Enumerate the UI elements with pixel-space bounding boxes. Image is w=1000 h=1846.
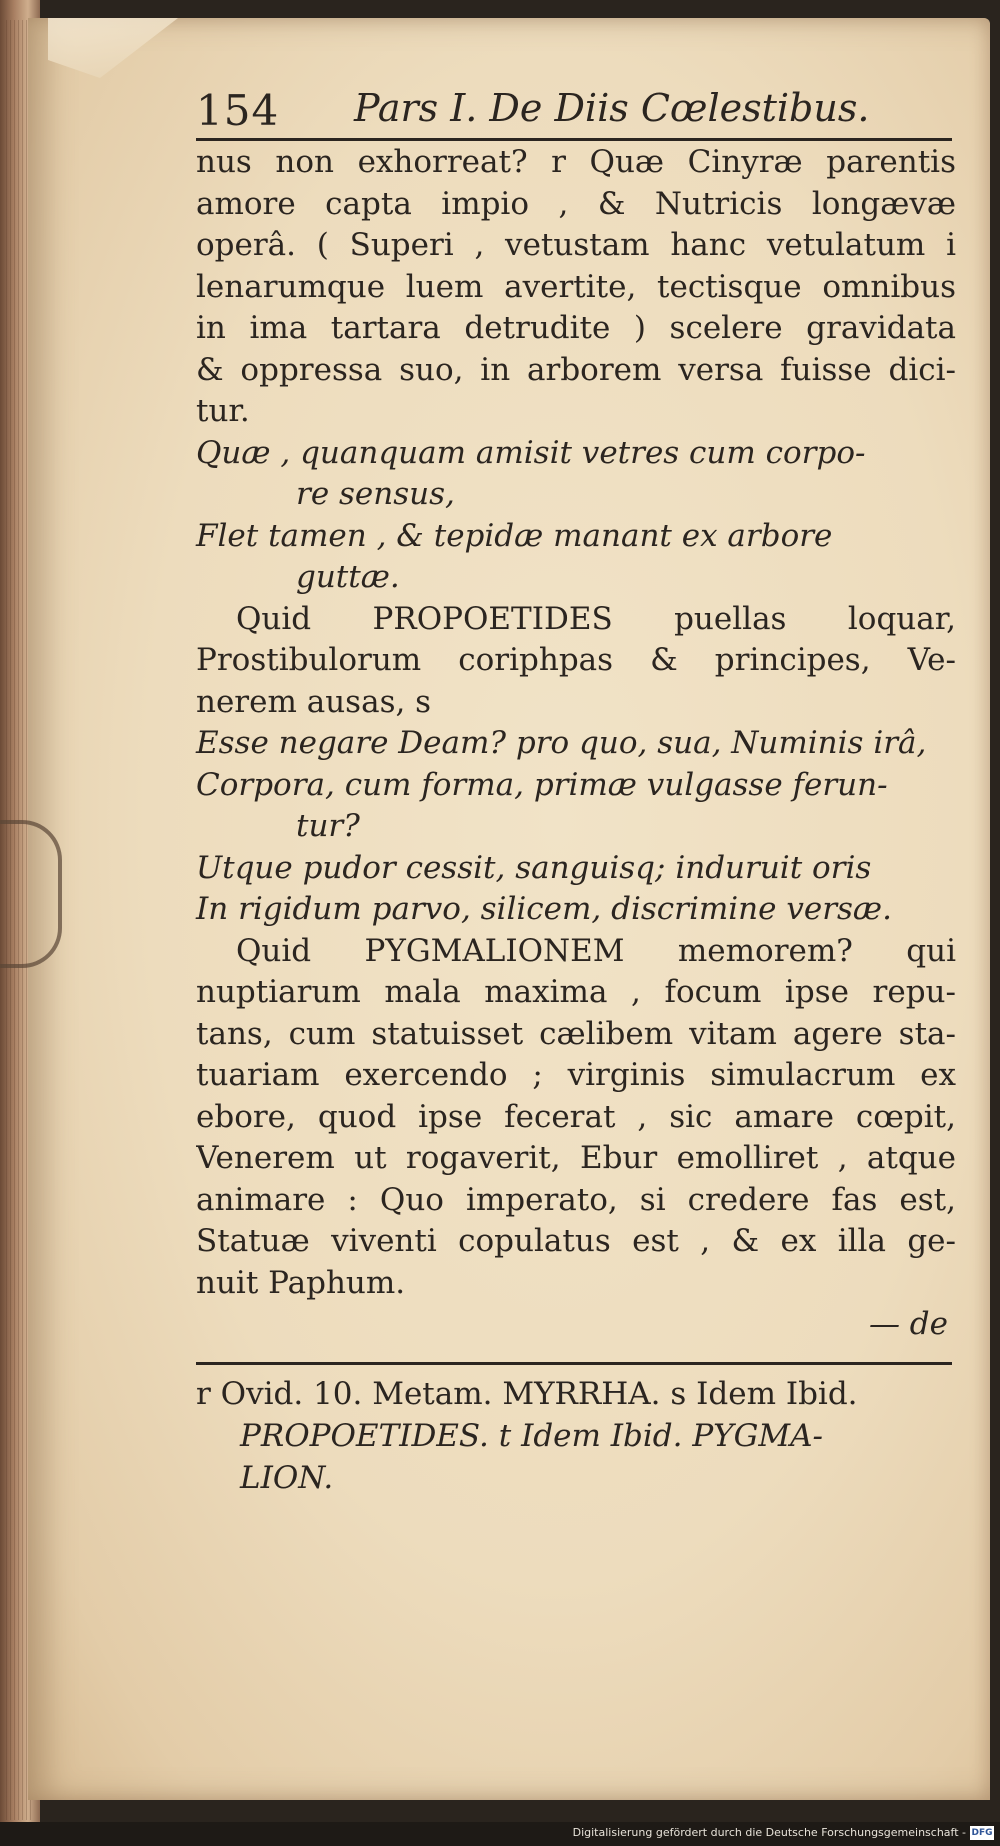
text-line: guttæ. <box>296 559 400 595</box>
page-content <box>196 80 956 1499</box>
text-line: nerem ausas, s <box>196 683 432 720</box>
note-line-3: LION. <box>240 1459 334 1496</box>
text-line: nuit Paphum. <box>196 1264 406 1301</box>
digitization-credit: Digitalisierung gefördert durch die Deutsche Forschungsgemeinschaft - <box>572 1826 966 1839</box>
text-line: & oppressa suo, in arborem versa fuisse dici- <box>196 351 956 388</box>
text-line: tur? <box>296 808 360 844</box>
folded-corner <box>48 18 178 78</box>
text-line: Corpora, cum forma, primæ vulgasse ferun- <box>196 766 888 803</box>
dfg-logo: DFG <box>971 1828 993 1838</box>
running-title: Pars I. De Diis Cœlestibus. <box>354 86 870 130</box>
text-line: nuptiarum mala maxima , focum ipse repu- <box>196 974 956 1010</box>
text-line: Quid PROPOETIDES puellas loquar, <box>236 600 956 637</box>
page-clip <box>0 820 62 968</box>
text-line: Prostibulorum coriphpas & principes, Ve- <box>196 642 956 678</box>
header-rule <box>196 138 952 141</box>
text-line: in ima tartara detrudite ) scelere gravidata <box>196 310 956 346</box>
note-line-1: r Ovid. 10. Metam. MYRRHA. s Idem Ibid. <box>196 1375 858 1412</box>
text-line: ebore, quod ipse fecerat , sic amare cœpit, <box>196 1098 956 1135</box>
text-line: Venerem ut rogaverit, Ebur emolliret , atque <box>196 1140 956 1176</box>
text-line: operâ. ( Superi , vetustam hanc vetulatum i <box>196 227 956 263</box>
text-line: amore capta impio , & Nutricis longævæ <box>196 185 956 222</box>
page-header <box>196 80 956 142</box>
text-line: tans, cum statuisset cælibem vitam agere sta- <box>196 1015 956 1052</box>
text-line: In rigidum parvo, silicem, discrimine versæ. <box>196 891 892 927</box>
text-line: Esse negare Deam? pro quo, sua, Numinis irâ, <box>196 725 927 761</box>
page-number: 154 <box>196 86 280 135</box>
text-line: Quæ , quanquam amisit vetres cum corpo- <box>196 434 866 471</box>
text-line: — de <box>868 1306 948 1342</box>
notes-rule <box>196 1362 952 1365</box>
main-text <box>196 142 956 1346</box>
text-line: nus non exhorreat? r Quæ Cinyræ parentis <box>196 144 956 180</box>
text-line: Quid PYGMALIONEM memorem? qui <box>236 932 956 969</box>
text-line: animare : Quo imperato, si credere fas est, <box>196 1181 956 1218</box>
marginal-notes <box>196 1373 956 1499</box>
text-line: Flet tamen , & tepidæ manant ex arbore <box>196 517 833 554</box>
text-line: Utque pudor cessit, sanguisq; induruit oris <box>196 849 872 886</box>
text-line: re sensus, <box>296 476 455 512</box>
text-line: tuariam exercendo ; virginis simulacrum ex <box>196 1057 956 1093</box>
text-line: lenarumque luem avertite, tectisque omnibus <box>196 268 956 305</box>
text-line: tur. <box>196 393 250 429</box>
text-line: Statuæ viventi copulatus est , & ex illa ge- <box>196 1223 956 1259</box>
note-line-2: PROPOETIDES. t Idem Ibid. PYGMA- <box>240 1417 824 1454</box>
